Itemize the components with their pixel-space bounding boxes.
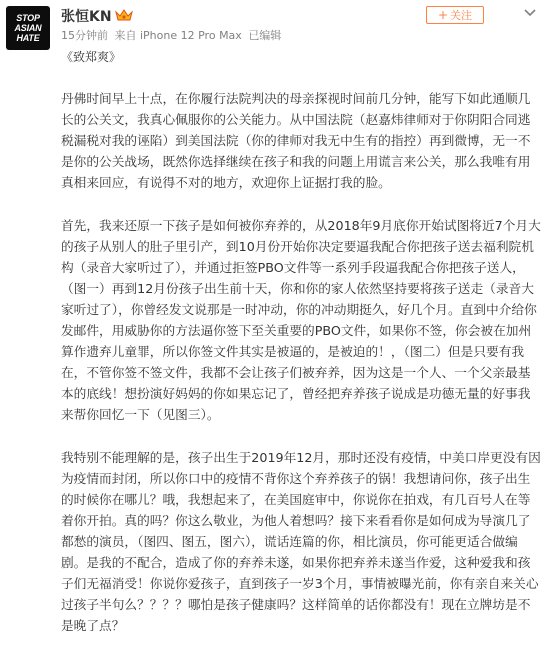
- post-source: 来自 iPhone 12 Pro Max: [114, 29, 242, 42]
- username[interactable]: 张恒KN: [61, 9, 112, 25]
- follow-button[interactable]: [426, 6, 484, 24]
- avatar-text-line-1: STOP: [16, 13, 40, 23]
- avatar-text-line-3: HATE: [16, 33, 40, 43]
- post-time[interactable]: 15分钟前: [61, 29, 108, 42]
- vip-crown-badge-icon[interactable]: [115, 8, 133, 22]
- follow-label: 关注: [450, 9, 473, 22]
- post-content: [61, 88, 543, 636]
- avatar[interactable]: [6, 6, 50, 50]
- plus-icon: +: [437, 8, 449, 22]
- post-paragraph-1: 丹佛时间早上十点，在你履行法院判决的母亲探视时间前几分钟，能写下如此通顺几长的公关文，我真心佩服你的公关能力。从中国法院（赵嘉炜律师对于你阴阳合同逃税漏税对我的诬陷）到美国法院（你的律师对我无中生有的指控）再到微博，无一不是你的公关战场，既然你选择继续在孩子和我的问题上用谎言来公关，那么我唯有用真相来回应，有说得不对的地方，欢迎你上证据打我的脸。: [61, 91, 531, 190]
- post-reference-title: 《致郑爽》: [61, 50, 122, 64]
- chevron-down-icon[interactable]: [523, 6, 537, 20]
- post-meta: [61, 27, 284, 43]
- avatar-text-line-2: ASIAN: [14, 23, 42, 33]
- post-paragraph-3: 我特别不能理解的是，孩子出生于2019年12月，那时还没有疫情，中美口岸更没有因为疫情而封闭，所以你口中的疫情不背你这个弃养孩子的锅！我想请问你，孩子出生的时候你在哪儿？哦，我想起来了，在美国庭审中，你说你在拍戏，有几百号人在等着你开拍。真的吗？你这么敬业，为他人着想吗？接下来看看你是如何成为导演几了都愁的演员，（图四、图五，图六），谎话连篇的你，相比演员，你可能更适合做编剧。是我的不配合，造成了你的弃养未遂，如果你把弃养未遂当作爱，这种爱我和孩子们无福消受！你说你爱孩子，直到孩子一岁3个月，事情被曝光前，你有亲自来关心过孩子半句么？？？？哪怕是孩子健康吗？这样简单的话你都没有！现在立牌坊是不是晚了点？: [61, 450, 541, 633]
- edited-label[interactable]: 已编辑: [248, 29, 282, 42]
- post-paragraph-2: 首先，我来还原一下孩子是如何被你弃养的，从2018年9月底你开始试图将近7个月大的孩子从别人的肚子里引产，到10月份开始你决定要逼我配合你把孩子送去福利院机构（录音大家听过了），并通过拒签PBO文件等一系列手段逼我配合你把孩子送人，（图一）再到12月份孩子出生前十天，你和你的家人依然坚持要将孩子送走（录音大家听过了），你曾经发文说那是一时冲动，你的冲动期挺久，好几个月。直到中介给你发邮件，用威胁你的方法逼你签下至关重要的PBO文件，如果你不签，你会被在加州算作遗弃儿童罪，所以你签文件其实是被逼的，是被迫的！，（图二）但是只要有我在，不管你签不签文件，我都不会让孩子们被弃养，因为这是一个人、一个父亲最基本的底线！想扮演好妈妈的你如果忘记了，曾经把弃养孩子说成是功德无量的好事我来帮你回忆一下（见图三）。: [61, 218, 541, 422]
